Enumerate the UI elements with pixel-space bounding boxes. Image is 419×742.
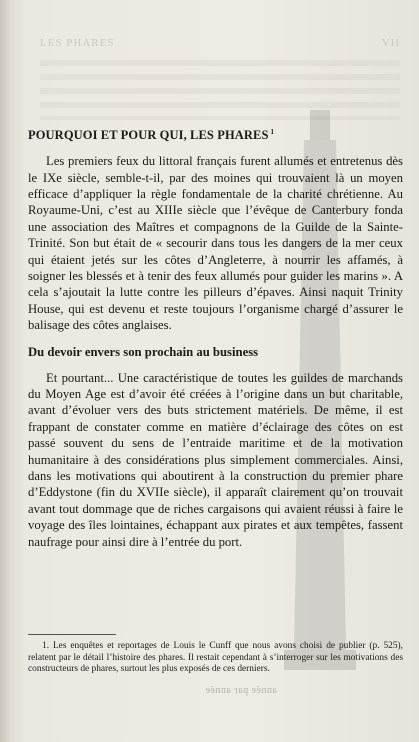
footnote-text: Les enquêtes et reportages de Louis le Cunff que nous avons choisi de publier (p. 525), relatent par le détail l’histoire des phares. Il restait cependant à s’interroger sur les motivations des constructeurs de phares, surtout les plus exposés de ces derniers.: [28, 641, 404, 675]
show-through-text: [40, 36, 400, 120]
section-title: [28, 128, 403, 143]
section-title-text: POURQUOI ET POUR QUI, LES PHARES: [28, 128, 269, 143]
footnote: [28, 641, 403, 676]
subsection-title: Du devoir envers son prochain au business: [28, 344, 259, 359]
paragraph-1: Les premiers feux du littoral français furent allumés et entretenus dès le IXe siècle, semble-t-il, par des moines qui trouvaient là un moyen efficace d’appliquer la règle fondamentale de la charité chrétienne. Au Royaume-Uni, c’est au XIIIe siècle que l’évêque de Canterbury fonda une association des Maîtres et compagnons de la Guilde de la Sainte-Trinité. Son but était de « secourir dans tous les dangers de la mer ceux qui étaient jetés sur les côtes d’Angleterre, à nourrir les affamés, à soigner les blessés et à tenir des feux allumés pour guider les marins ». A cela s’ajoutait la lutte contre les pilleurs d’épaves. Ainsi naquit Trinity House, qui est devenu et reste toujours l’organisme chargé d’assurer le balisage des côtes anglaises.: [28, 154, 403, 333]
main-text: [28, 128, 403, 550]
ghost-running-head: LES PHARES: [40, 37, 115, 49]
mirrored-bleed-text: année par année: [205, 685, 277, 696]
footnote-reference: 1: [270, 128, 275, 136]
footnote-separator: [28, 634, 116, 635]
paragraph-2: Et pourtant... Une caractéristique de toutes les guildes de marchands du Moyen Age est d’avoir été créées à l’origine dans un but charitable, avant d’évoluer vers des buts strictement matériels. De même, il est frappant de constater comme en matière d’éclairage des côtes on est passé souvent du sens de l’entraide maritime et de la motivation humanitaire à des considérations plus simplement commerciales. Ainsi, dans les motivations qui aboutirent à la construction du premier phare d’Eddystone (fin du XVIIe siècle), il apparaît clairement qu’on trouvait avant tout dommage que de riches cargaisons qui avaient réussi à faire le voyage des îles lointaines, échappant aux pirates et aux tempêtes, fassent naufrage pour ainsi dire à l’entrée du port.: [28, 370, 403, 549]
footnote-number: 1.: [42, 641, 50, 651]
ghost-page-number: VII: [381, 37, 400, 49]
